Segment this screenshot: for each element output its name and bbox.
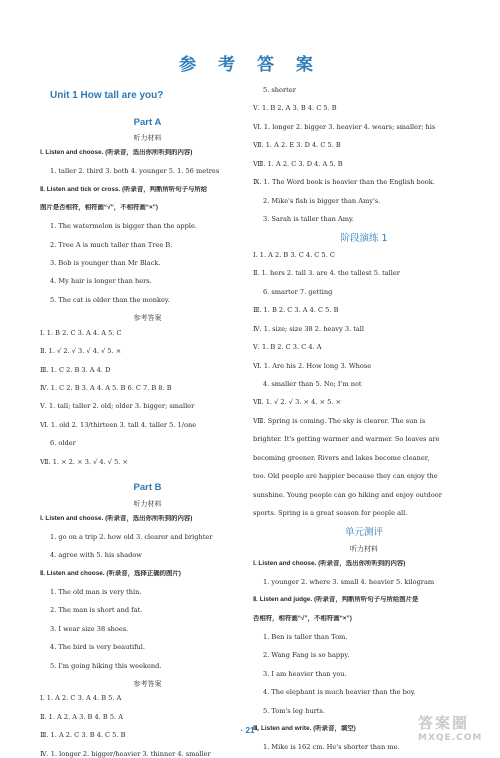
part-a-section2-heading-cont: 图片是否相符，相符画“√”，不相符画“×”) xyxy=(40,203,159,211)
right-top-line: 5. shorter xyxy=(263,86,296,94)
part-a-section2-line: 4. My hair is longer than hers. xyxy=(50,277,152,286)
part-a-answer-line: Ⅴ. 1. tall; taller 2. old; older 3. bigger; smaller xyxy=(40,402,195,411)
stage-title: 阶段演练 1 xyxy=(340,233,388,245)
part-a-answer-line: Ⅲ. 1. C 2. B 3. A 4. D xyxy=(40,365,111,374)
part-b-answer-line: Ⅳ. 1. longer 2. bigger/heavier 3. thinner 4. smaller xyxy=(40,749,211,758)
part-a-section2-heading: Ⅱ. Listen and tick or cross. (听录音，判断所听句子与所给 xyxy=(40,185,208,193)
part-a-listening-label: 听力材料 xyxy=(133,134,162,143)
right-column xyxy=(253,86,475,751)
right-top-line: Ⅴ. 1. B 2. A 3. B 4. C 5. B xyxy=(253,104,337,113)
stage-line: Ⅲ. 1. B 2. C 3. A 4. C 5. B xyxy=(253,306,339,315)
unit-title: Unit 1 How tall are you? xyxy=(50,90,164,101)
part-b-section2-line: 3. I wear size 38 shoes. xyxy=(50,624,129,633)
ut-section1-answer: 1. younger 2. where 3. small 4. heavier 5. kilogram xyxy=(263,578,435,587)
part-b-section1-heading: Ⅰ. Listen and choose. (听录音，选出你所听到的内容) xyxy=(40,514,193,522)
right-top-line: Ⅸ. 1. The Word book is heavier than the English book. xyxy=(253,178,435,187)
part-b-title: Part B xyxy=(133,481,162,493)
stage-para-line: sunshine. Young people can go hiking and enjoy outdoor xyxy=(253,490,442,499)
ut-section2-heading: Ⅱ. Listen and judge. (听录音，判断所听句子与所给图片是 xyxy=(253,596,419,604)
right-top-line: Ⅶ. 1. A 2. E 3. D 4. C 5. B xyxy=(253,141,341,150)
ut-section2-line: 3. I am heavier than you. xyxy=(263,669,347,678)
part-b-answer-line: Ⅱ. 1. A 2. A 3. B 4. B 5. A xyxy=(40,712,123,721)
ut-section3-line: 1. Mike is 162 cm. He's shorter than me. xyxy=(263,743,400,752)
right-top-line: 2. Mike's fish is bigger than Amy's. xyxy=(263,196,381,205)
ut-section2-line: 4. The elephant is much heavier than the boy. xyxy=(263,688,416,697)
part-b-section1-line: 4. agree with 5. his shadow xyxy=(50,551,142,560)
right-top-line: Ⅵ. 1. longer 2. bigger 3. heavier 4. wears; smaller; his xyxy=(253,122,436,131)
watermark xyxy=(418,712,496,748)
part-a-section1-heading: Ⅰ. Listen and choose. (听录音，选出你所听到的内容) xyxy=(40,149,193,157)
part-b-section2-line: 4. The bird is very beautiful. xyxy=(50,643,145,652)
part-a-section1-answer: 1. taller 2. third 3. both 4. younger 5. 1. 56 metres xyxy=(50,167,220,176)
part-b-answer-line: Ⅲ. 1. A 2. C 3. B 4. C 5. B xyxy=(40,731,126,740)
stage-para-line: too. Old people are happier because they can enjoy the xyxy=(253,472,438,481)
stage-para-line: becoming greener. Rivers and lakes become cleaner, xyxy=(253,453,430,462)
unit-test-title: 单元测评 xyxy=(344,527,383,539)
page-title: 参 考 答 案 xyxy=(179,55,321,75)
stage-line: Ⅶ. 1. √ 2. √ 3. × 4. × 5. × xyxy=(253,398,341,407)
part-a-answers-label: 参考答案 xyxy=(133,314,162,323)
stage-para-line: brighter. It's getting warmer and warmer. So leaves are xyxy=(253,435,440,444)
part-a-answer-line: 6. older xyxy=(50,439,76,448)
watermark-line2: MXQE.COM xyxy=(418,733,483,743)
stage-line: 6. smarter 7. getting xyxy=(263,287,333,296)
left-column xyxy=(40,86,255,758)
part-a-answer-line: Ⅶ. 1. × 2. × 3. √ 4. √ 5. × xyxy=(40,457,128,466)
part-b-section2-line: 5. I'm going hiking this weekend. xyxy=(50,661,162,670)
ut-section2-line: 5. Tom's leg hurts. xyxy=(263,706,325,715)
part-a-answer-line: Ⅰ. 1. B 2. C 3. A 4. A 5. C xyxy=(40,328,122,337)
part-b-section2-heading: Ⅱ. Listen and choose. (听录音，选择正确的图片) xyxy=(40,569,181,577)
part-a-answer-line: Ⅳ. 1. C 2. B 3. A 4. A 5. B 6. C 7. B 8. B xyxy=(40,384,172,393)
right-top-line: 3. Sarah is taller than Amy. xyxy=(263,214,354,223)
ut-section1-heading: Ⅰ. Listen and choose. (听录音，选出你所听到的内容) xyxy=(253,559,406,567)
part-b-section1-line: 1. go on a trip 2. how old 3. clearer and brighter xyxy=(50,532,213,541)
stage-line: Ⅰ. 1. A 2. B 3. C 4. C 5. C xyxy=(253,251,335,260)
ut-section2-heading-cont: 否相符，相符画“√”，不相符画“×”) xyxy=(253,614,352,622)
part-b-section2-line: 1. The old man is very thin. xyxy=(50,587,142,596)
stage-para-line: Ⅷ. Spring is coming. The sky is clearer. The sun is xyxy=(253,416,426,425)
stage-line: 4. smaller than 5. No; I'm not xyxy=(263,380,362,389)
ut-section2-line: 2. Wang Fang is so happy. xyxy=(263,651,350,660)
part-a-section2-line: 5. The cat is older than the monkey. xyxy=(50,295,170,304)
stage-line: Ⅴ. 1. B 2. C 3. C 4. A xyxy=(253,343,322,352)
part-a-section2-line: 3. Bob is younger than Mr Black. xyxy=(50,258,161,267)
part-a-answer-line: Ⅵ. 1. old 2. 13/thirteen 3. tall 4. taller 5. 1/one xyxy=(40,420,197,429)
right-top-line: Ⅷ. 1. A 2. C 3. D 4. A 5. B xyxy=(253,159,343,168)
part-a-section2-line: 2. Tree A is much taller than Tree B. xyxy=(50,240,173,249)
part-b-answer-line: Ⅰ. 1. A 2. C 3. A 4. B 5. A xyxy=(40,694,122,703)
part-a-section2-line: 1. The watermelon is bigger than the apple. xyxy=(50,222,197,231)
part-b-section2-line: 2. The man is short and fat. xyxy=(50,606,143,615)
part-b-answers-label: 参考答案 xyxy=(133,679,162,688)
page-number: · 21 · xyxy=(240,726,260,735)
stage-line: Ⅱ. 1. hers 2. tall 3. are 4. the tallest 5. taller xyxy=(253,269,400,278)
stage-line: Ⅵ. 1. Are his 2. How long 3. Whose xyxy=(253,361,372,370)
part-a-answer-line: Ⅱ. 1. √ 2. √ 3. √ 4. √ 5. × xyxy=(40,347,122,356)
stage-line: Ⅳ. 1. size; size 38 2. heavy 3. tall xyxy=(253,324,365,333)
unit-test-listening-label: 听力材料 xyxy=(350,545,378,554)
ut-section2-line: 1. Ben is taller than Tom. xyxy=(263,632,348,641)
part-a-title: Part A xyxy=(133,116,162,128)
ut-section3-heading: Ⅲ. Listen and write. (听录音，填空) xyxy=(253,724,356,732)
watermark-line1: 答案圈 xyxy=(418,714,470,732)
stage-para-line: sports. Spring is a great season for people all. xyxy=(253,508,408,517)
part-b-listening-label: 听力材料 xyxy=(133,499,162,508)
